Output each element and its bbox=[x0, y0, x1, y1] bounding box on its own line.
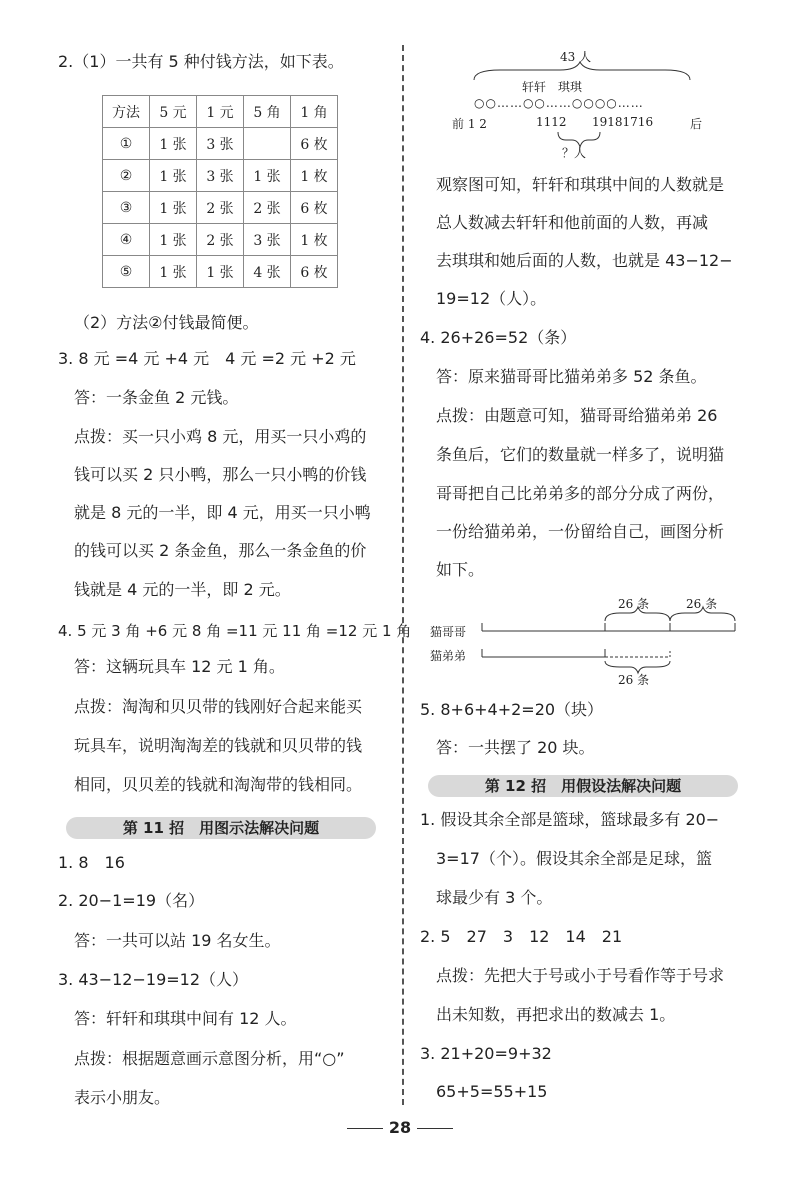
table-row bbox=[103, 160, 338, 192]
table-cell: 1 张 bbox=[150, 224, 197, 256]
q3-answer: 答：一条金鱼 2 元钱。 bbox=[74, 388, 239, 407]
end-numbers: 19181716 bbox=[592, 115, 654, 129]
table-header: 5 元 bbox=[150, 96, 197, 128]
q4-equation: 4. 5 元 3 角 +6 元 8 角 =11 元 11 角 =12 元 1 角 bbox=[58, 622, 412, 640]
page-number bbox=[0, 1118, 800, 1137]
table-cell: 6 枚 bbox=[291, 256, 338, 288]
total-label: 43 人 bbox=[560, 50, 592, 64]
table-cell: 3 张 bbox=[197, 128, 244, 160]
s11-q3-tip-line: 表示小朋友。 bbox=[74, 1088, 171, 1107]
s12-q1-line: 1. 假设其余全部是篮球，篮球最多有 20− bbox=[420, 810, 720, 829]
table-cell bbox=[244, 128, 291, 160]
fish-diagram bbox=[430, 595, 750, 690]
q3-tip-line: 钱可以买 2 只小鸭，那么一只小鸭的价钱 bbox=[74, 465, 367, 484]
table-cell: 3 张 bbox=[244, 224, 291, 256]
question-label: ？人 bbox=[562, 146, 587, 160]
r-q4-tip-line: 一份给猫弟弟，一份留给自己，画图分析 bbox=[436, 522, 725, 541]
table-cell: 2 张 bbox=[244, 192, 291, 224]
table-header-row bbox=[103, 96, 338, 128]
s12-q1-line: 球最少有 3 个。 bbox=[436, 888, 553, 907]
s11-q2: 2. 20−1=19（名） bbox=[58, 891, 205, 910]
table-cell: 1 张 bbox=[244, 160, 291, 192]
table-header: 1 角 bbox=[291, 96, 338, 128]
s12-q2-tip-line: 点拨：先把大于号或小于号看作等于号求 bbox=[436, 966, 725, 985]
observation-line: 去琪琪和她后面的人数，也就是 43−12− bbox=[436, 251, 733, 270]
column-divider bbox=[402, 45, 404, 1105]
s12-q1-line: 3=17（个）。假设其余全部是足球，篮 bbox=[436, 849, 712, 868]
table-cell: 1 张 bbox=[150, 128, 197, 160]
label-26-right: 26 条 bbox=[686, 597, 718, 611]
table-cell: 2 张 bbox=[197, 224, 244, 256]
table-header: 1 元 bbox=[197, 96, 244, 128]
table-row bbox=[103, 128, 338, 160]
section-12-header: 第 12 招 用假设法解决问题 bbox=[428, 775, 738, 797]
r-q5-equation: 5. 8+6+4+2=20（块） bbox=[420, 700, 604, 719]
label-26-left: 26 条 bbox=[618, 597, 650, 611]
front-label: 前 1 2 bbox=[452, 117, 487, 131]
observation-line: 总人数减去轩轩和他前面的人数，再减 bbox=[436, 213, 709, 232]
table-cell: 6 枚 bbox=[291, 128, 338, 160]
children-circles: ○○……○○……○○○○…… bbox=[474, 96, 644, 110]
table-cell: ① bbox=[103, 128, 150, 160]
q3-tip-line: 就是 8 元的一半，即 4 元，用买一只小鸭 bbox=[74, 503, 371, 522]
cat-younger-label: 猫弟弟 bbox=[430, 649, 467, 663]
table-row bbox=[103, 256, 338, 288]
q3-tip-line: 点拨：买一只小鸡 8 元，用买一只小鸡的 bbox=[74, 427, 367, 446]
table-cell: 3 张 bbox=[197, 160, 244, 192]
table-cell: ③ bbox=[103, 192, 150, 224]
q3-equation: 3. 8 元 =4 元 +4 元 4 元 =2 元 +2 元 bbox=[58, 349, 356, 368]
table-row bbox=[103, 192, 338, 224]
s11-q1: 1. 8 16 bbox=[58, 853, 125, 872]
table-header: 5 角 bbox=[244, 96, 291, 128]
s12-q2: 2. 5 27 3 12 14 21 bbox=[420, 927, 623, 946]
table-cell: 1 枚 bbox=[291, 224, 338, 256]
q4-tip-line: 点拨：淘淘和贝贝带的钱刚好合起来能买 bbox=[74, 697, 363, 716]
s11-q2-answer: 答：一共可以站 19 名女生。 bbox=[74, 931, 281, 950]
page-number-dash bbox=[347, 1128, 383, 1129]
table-cell: ④ bbox=[103, 224, 150, 256]
table-cell: 1 枚 bbox=[291, 160, 338, 192]
cat-brother-label: 猫哥哥 bbox=[430, 625, 467, 639]
r-q4-tip-line: 哥哥把自己比弟弟多的部分分成了两份， bbox=[436, 484, 725, 503]
table-cell: 1 张 bbox=[150, 192, 197, 224]
r-q4-tip-line: 如下。 bbox=[436, 560, 485, 579]
q3-tip-line: 钱就是 4 元的一半，即 2 元。 bbox=[74, 580, 291, 599]
middle-numbers: 1112 bbox=[536, 115, 567, 129]
observation-line: 观察图可知，轩轩和琪琪中间的人数就是 bbox=[436, 175, 725, 194]
section-11-header: 第 11 招 用图示法解决问题 bbox=[66, 817, 376, 839]
table-cell: 2 张 bbox=[197, 192, 244, 224]
q2-part2: （2）方法②付钱最简便。 bbox=[74, 313, 259, 332]
payment-table bbox=[102, 95, 338, 288]
names-label: 轩轩 琪琪 bbox=[522, 80, 583, 94]
table-cell: ⑤ bbox=[103, 256, 150, 288]
table-row bbox=[103, 224, 338, 256]
r-q4-equation: 4. 26+26=52（条） bbox=[420, 328, 577, 347]
table-cell: 1 张 bbox=[197, 256, 244, 288]
s12-q3: 3. 21+20=9+32 bbox=[420, 1044, 552, 1063]
r-q4-tip-line: 条鱼后，它们的数量就一样多了，说明猫 bbox=[436, 445, 725, 464]
back-label: 后 bbox=[690, 117, 703, 131]
r-q4-answer: 答：原来猫哥哥比猫弟弟多 52 条鱼。 bbox=[436, 367, 707, 386]
q2-intro: 2.（1）一共有 5 种付钱方法，如下表。 bbox=[58, 52, 344, 71]
page-number-value: 28 bbox=[388, 1118, 412, 1137]
r-q5-answer: 答：一共摆了 20 块。 bbox=[436, 738, 595, 757]
q4-tip-line: 相同，贝贝差的钱就和淘淘带的钱相同。 bbox=[74, 775, 363, 794]
s12-q3-second: 65+5=55+15 bbox=[436, 1082, 548, 1101]
table-cell: 6 枚 bbox=[291, 192, 338, 224]
observation-line: 19=12（人）。 bbox=[436, 289, 547, 308]
q4-answer: 答：这辆玩具车 12 元 1 角。 bbox=[74, 657, 285, 676]
s12-q2-tip-line: 出未知数，再把求出的数减去 1。 bbox=[436, 1005, 676, 1024]
table-cell: 4 张 bbox=[244, 256, 291, 288]
page-number-dash bbox=[417, 1128, 453, 1129]
s11-q3: 3. 43−12−19=12（人） bbox=[58, 970, 249, 989]
table-cell: 1 张 bbox=[150, 256, 197, 288]
table-cell: 1 张 bbox=[150, 160, 197, 192]
label-26-bottom: 26 条 bbox=[618, 673, 650, 687]
s11-q3-tip-line: 点拨：根据题意画示意图分析，用“○” bbox=[74, 1049, 345, 1068]
queue-diagram bbox=[440, 48, 720, 163]
table-cell: ② bbox=[103, 160, 150, 192]
q3-tip-line: 的钱可以买 2 条金鱼，那么一条金鱼的价 bbox=[74, 541, 367, 560]
table-header: 方法 bbox=[103, 96, 150, 128]
r-q4-tip-line: 点拨：由题意可知，猫哥哥给猫弟弟 26 bbox=[436, 406, 718, 425]
q4-tip-line: 玩具车，说明淘淘差的钱就和贝贝带的钱 bbox=[74, 736, 363, 755]
s11-q3-answer: 答：轩轩和琪琪中间有 12 人。 bbox=[74, 1009, 297, 1028]
